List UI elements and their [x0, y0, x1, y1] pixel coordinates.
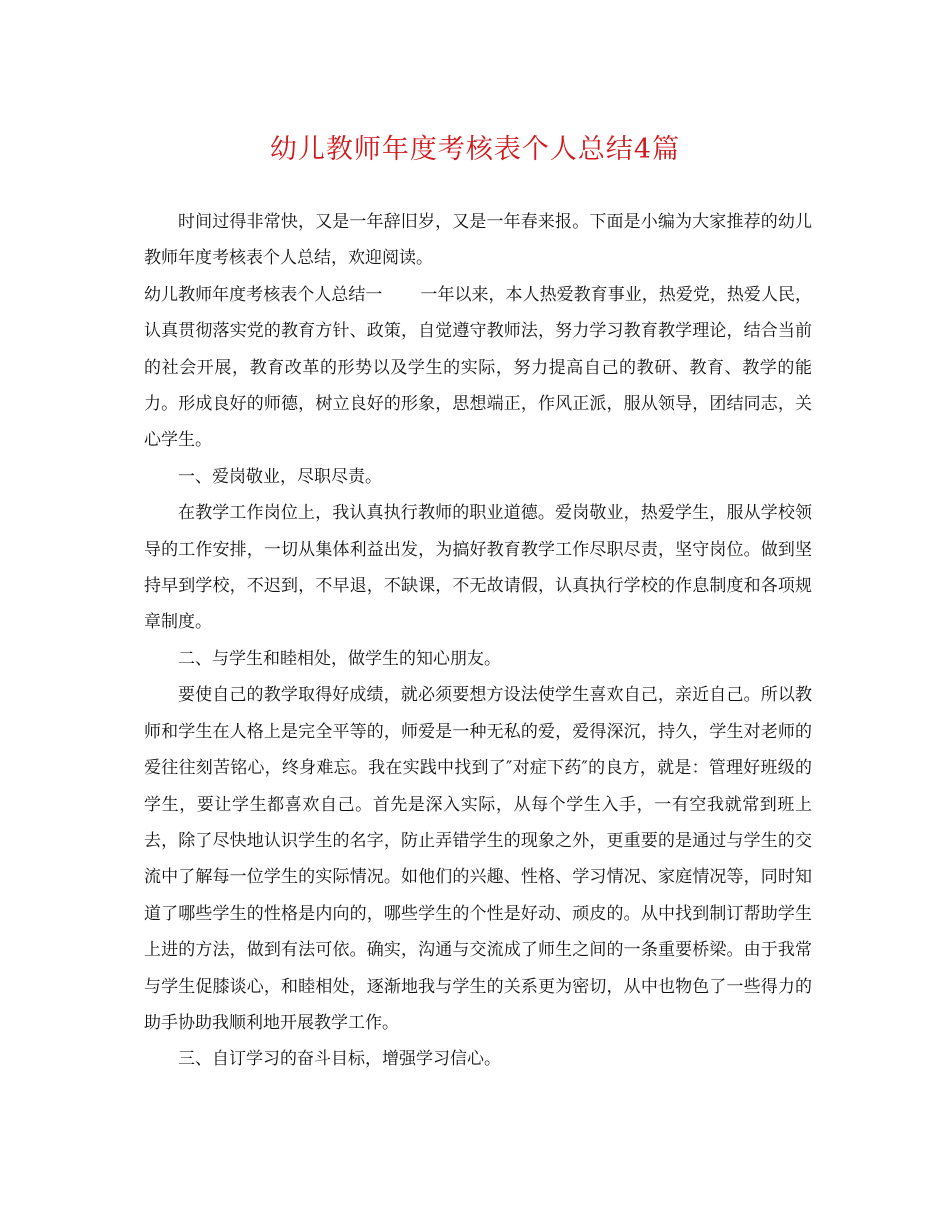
intro-paragraph: 时间过得非常快，又是一年辞旧岁，又是一年春来报。下面是小编为大家推荐的幼儿教师年度考核表个人总结，欢迎阅读。: [144, 212, 812, 269]
section-one-text: 一年以来，本人热爱教育事业，热爱党，热爱人民，认真贯彻落实党的教育方针、政策，自觉遵守教师法，努力学习教育教学理论，结合当前的社会开展，教育改革的形势以及学生的实际，努力提高自己的教研、教育、教学的能力。形成良好的师德，树立良好的形象，思想端正，作风正派，服从领导，团结同志，关心学生。: [144, 284, 813, 451]
document-body: [144, 204, 812, 1078]
section-one-label: 幼儿教师年度考核表个人总结一: [144, 284, 383, 305]
heading-three: 三、自订学习的奋斗目标，增强学习信心。: [178, 1049, 501, 1070]
document-title: 幼儿教师年度考核表个人总结4篇: [269, 134, 681, 165]
heading-one: 一、爱岗敬业，尽职尽责。: [178, 466, 382, 487]
paragraph-one: 在教学工作岗位上，我认真执行教师的职业道德。爱岗敬业，热爱学生，服从学校领导的工作安排，一切从集体利益出发，为搞好教育教学工作尽职尽责，坚守岗位。做到坚持早到学校，不迟到，不早退，不缺课，不无故请假，认真执行学校的作息制度和各项规章制度。: [144, 503, 812, 633]
paragraph-two: 要使自己的教学取得好成绩，就必须要想方设法使学生喜欢自己，亲近自己。所以教师和学生在人格上是完全平等的，师爱是一种无私的爱，爱得深沉，持久，学生对老师的爱往往刻苦铭心，终身难忘。我在实践中找到了″对症下药″的良方，就是：管理好班级的学生，要让学生都喜欢自己。首先是深入实际，从每个学生入手，一有空我就常到班上去，除了尽快地认识学生的名字，防止弄错学生的现象之外，更重要的是通过与学生的交流中了解每一位学生的实际情况。如他们的兴趣、性格、学习情况、家庭情况等，同时知道了哪些学生的性格是内向的，哪些学生的个性是好动、顽皮的。从中找到制订帮助学生上进的方法，做到有法可依。确实，沟通与交流成了师生之间的一条重要桥梁。由于我常与学生促膝谈心，和睦相处，逐渐地我与学生的关系更为密切，从中也物色了一些得力的助手协助我顺利地开展教学工作。: [144, 685, 812, 1033]
heading-two: 二、与学生和睦相处，做学生的知心朋友。: [178, 648, 501, 669]
section-one-paragraph: [144, 277, 812, 459]
